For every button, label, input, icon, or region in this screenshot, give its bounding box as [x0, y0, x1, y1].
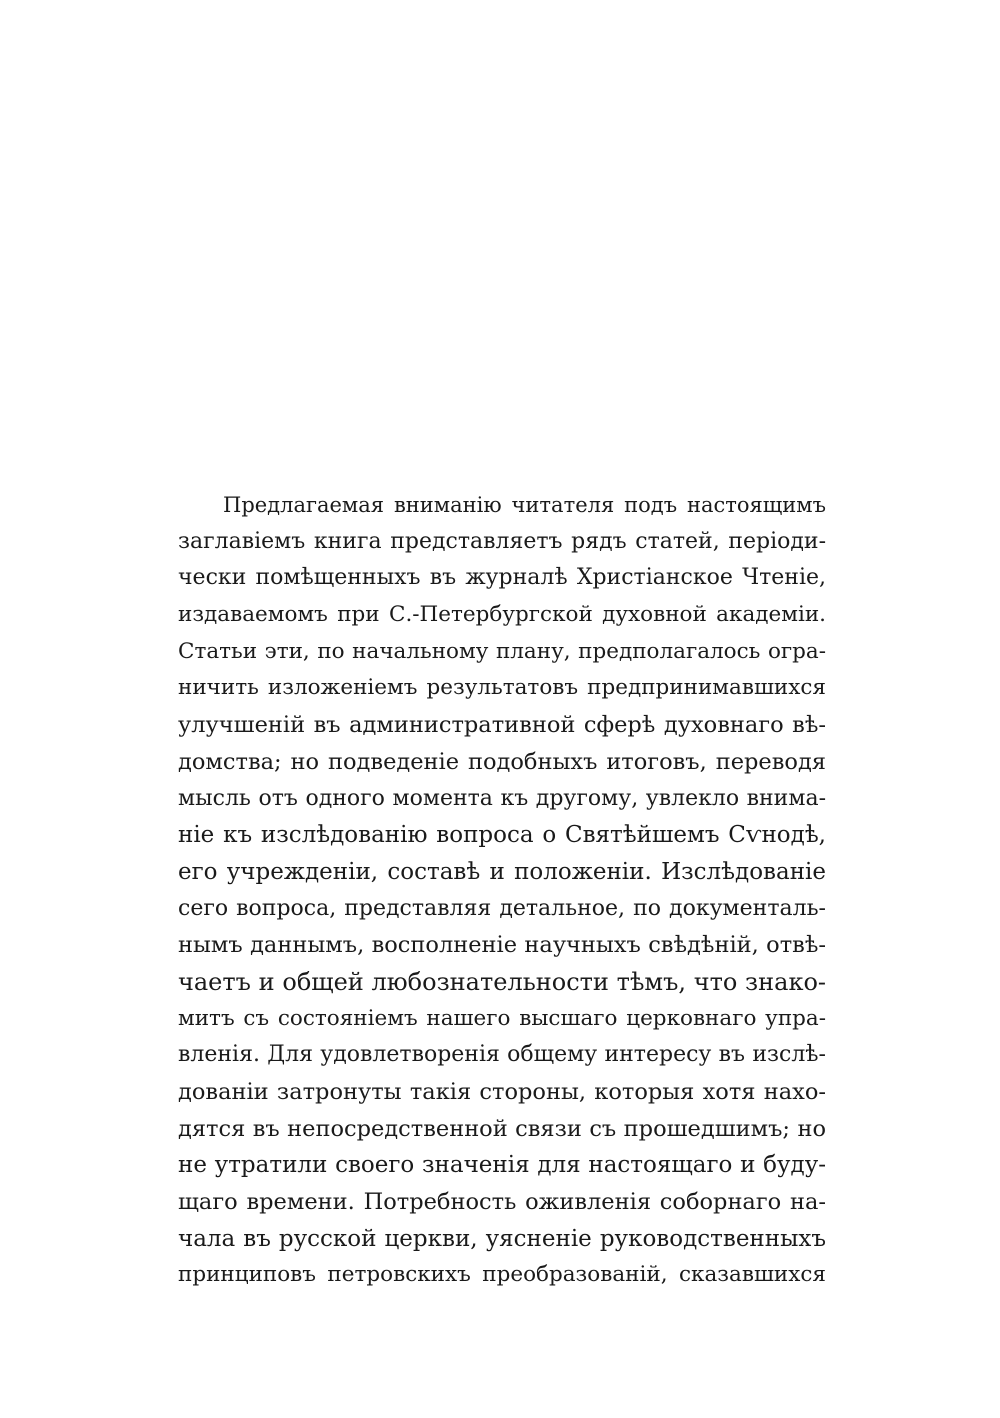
text-line: заглавіемъ книга представляетъ рядъ статей, періоди- [178, 528, 826, 554]
text-line: чаетъ и общей любознательности тѣмъ, что знако- [178, 967, 826, 996]
text-line: Предлагаемая вниманію читателя подъ настоящимъ [223, 493, 826, 517]
text-line: сего вопроса, представляя детальное, по документаль- [178, 895, 826, 921]
text-line: домства; но подведеніе подобныхъ итоговъ, переводя [178, 748, 826, 775]
text-line: ничить изложеніемъ результатовъ предпринимавшихся [178, 675, 826, 701]
text-line: щаго времени. Потребность оживленія соборнаго на- [178, 1189, 826, 1216]
text-line: чала въ русской церкви, уясненіе руководственныхъ [178, 1225, 826, 1252]
text-line: улучшеній въ административной сферѣ духовнаго вѣ- [178, 712, 826, 739]
text-line: Статьи эти, по начальному плану, предполагалось огра- [178, 638, 826, 664]
text-line: его учрежденіи, составѣ и положеніи. Изслѣдованіе [178, 858, 826, 885]
body-paragraph [178, 487, 826, 1294]
text-line: нымъ даннымъ, восполненіе научныхъ свѣдѣній, отвѣ- [178, 932, 826, 959]
text-line: принциповъ петровскихъ преобразованій, сказавшихся [178, 1262, 826, 1288]
text-line: вленія. Для удовлетворенія общему интересу въ изслѣ- [178, 1042, 826, 1068]
text-line: митъ съ состояніемъ нашего высшаго церковнаго упра- [178, 1005, 826, 1031]
text-line: мысль отъ одного момента къ другому, увлекло внима- [178, 785, 826, 811]
text-line: чески помѣщенныхъ въ журналѣ Христіанское Чтеніе, [178, 565, 826, 591]
text-line: издаваемомъ при С.-Петербургской духовной академіи. [178, 602, 826, 628]
text-line: ніе къ изслѣдованію вопроса о Святѣйшемъ Сѵнодѣ, [178, 822, 826, 849]
text-line: не утратили своего значенія для настоящаго и буду- [178, 1152, 826, 1179]
text-line: дованіи затронуты такія стороны, которыя хотя нахо- [178, 1079, 826, 1105]
text-line: дятся въ непосредственной связи съ прошедшимъ; но [178, 1115, 826, 1142]
